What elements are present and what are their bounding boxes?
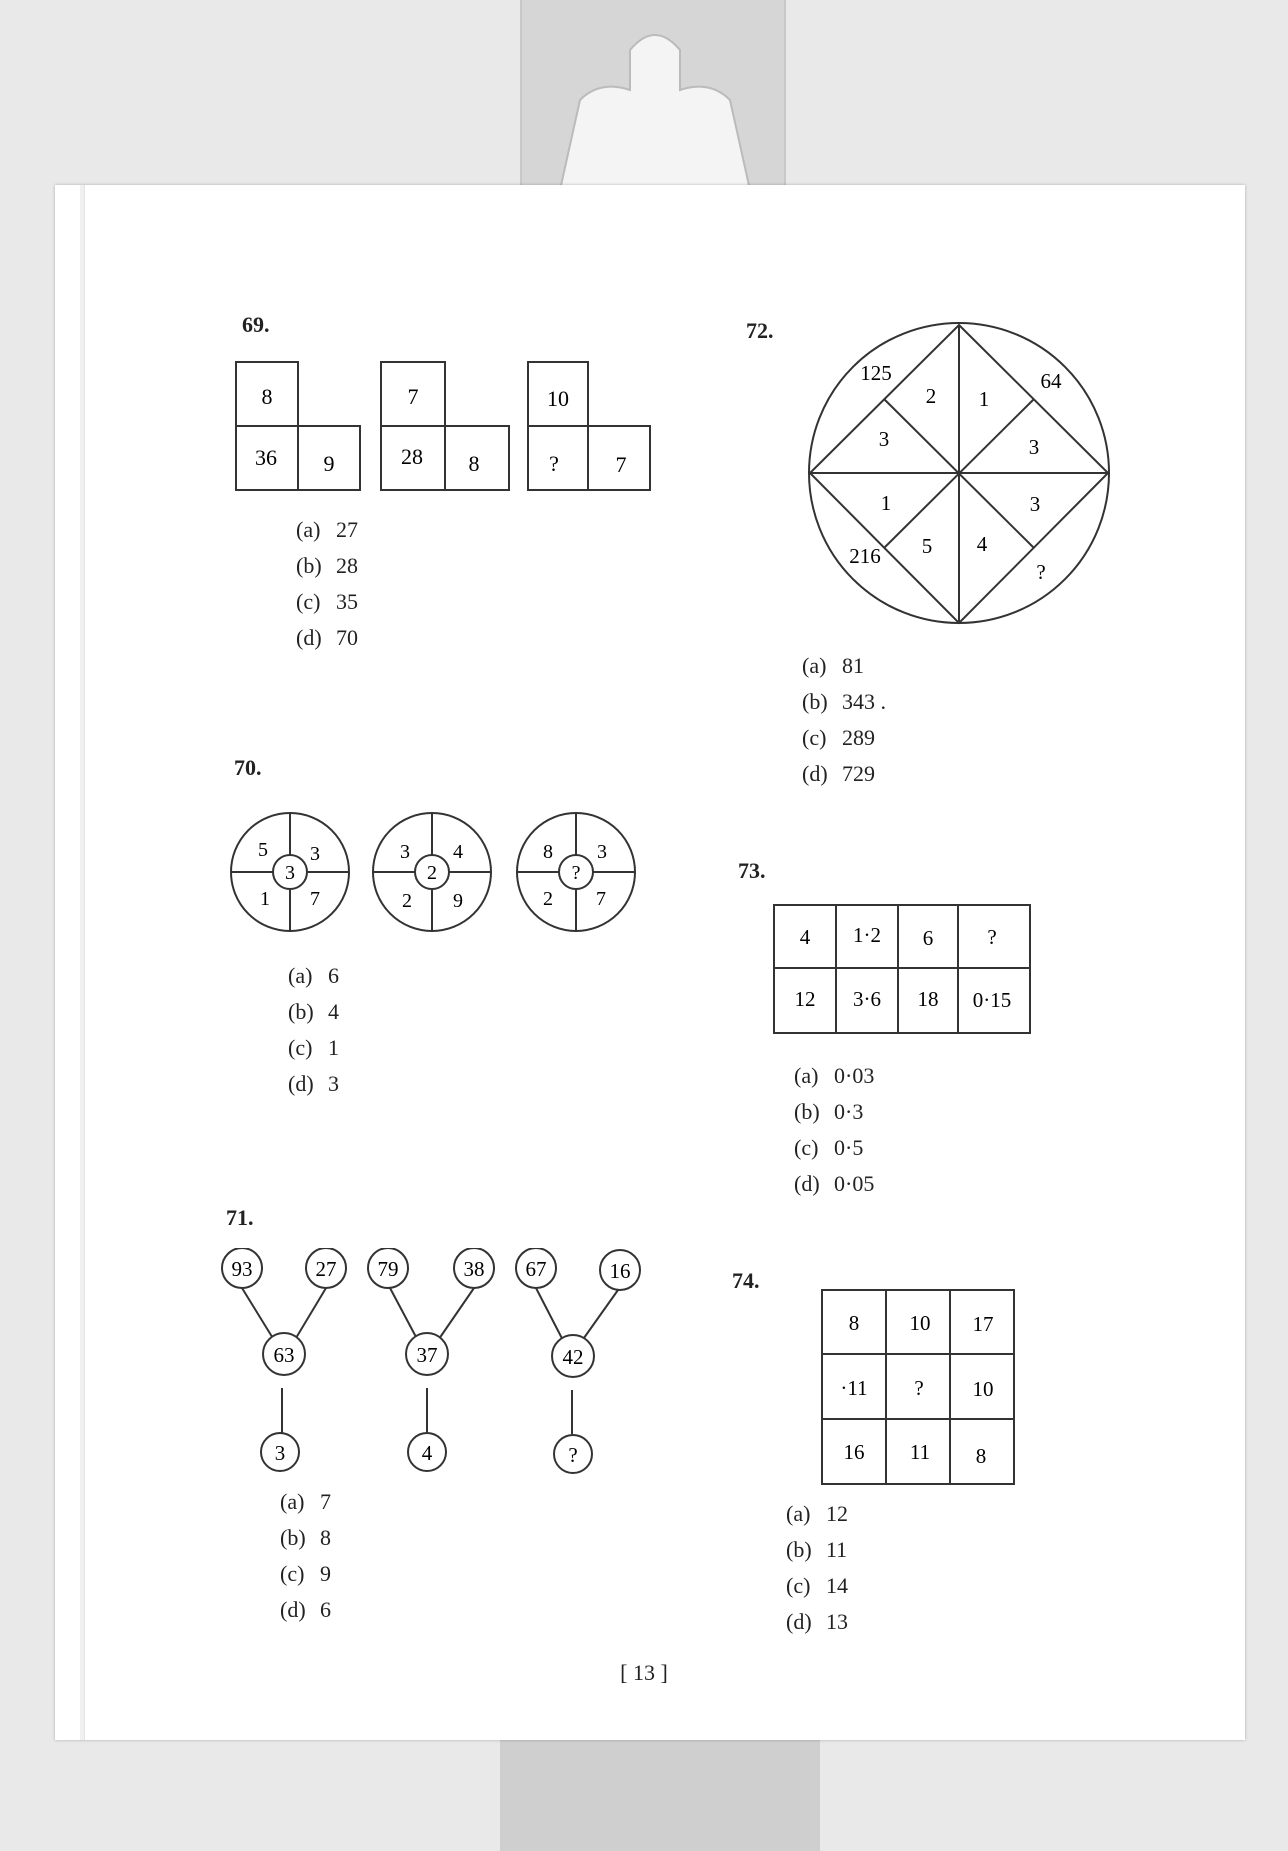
q70-c2-top-left: 3 [400,841,410,863]
q72-top-left-outer: 125 [860,361,892,385]
q71-t3-right: 16 [609,1259,631,1283]
option-a[interactable]: (a) 81 [802,653,864,678]
q70-options [288,958,339,1102]
q74-r3-c2: 11 [909,1440,931,1464]
q69-shape-1 [236,362,360,490]
q69-fig3-bottom-right: 7 [615,452,627,477]
option-b[interactable]: (b) 11 [786,1537,848,1562]
q71-figure [212,1248,642,1483]
q72-bottom-right-a: 3 [1029,492,1041,516]
option-a[interactable]: (a) 7 [280,1489,331,1514]
q70-c1-center: 3 [285,862,295,884]
q70-c1-bottom-right: 7 [310,888,320,910]
q74-r2-c1: ·11 [840,1376,868,1400]
q70-c1-top-left: 5 [258,839,268,861]
q73-r1-c3: 6 [922,926,934,950]
q71-t3-middle: 42 [562,1345,584,1369]
option-d[interactable]: (d) 6 [280,1597,331,1622]
q70-circle-1 [231,813,349,931]
q71-options [280,1484,331,1628]
q70-c3-bottom-right: 7 [596,888,606,910]
q72-top-right-outer: 64 [1040,369,1062,393]
q70-circle-2 [373,813,491,931]
q74-options [786,1496,848,1640]
q73-options [794,1058,874,1202]
q70-c2-bottom-left: 2 [402,890,412,912]
q69-shape-3 [528,362,650,490]
q69-fig2-top: 7 [407,384,419,409]
option-a[interactable]: (a) 6 [288,963,339,988]
option-c[interactable]: (c) 0·5 [794,1135,864,1160]
q72-bottom-right-outer: ? [1036,560,1046,584]
q70-c2-top-right: 4 [453,841,463,863]
q71-t1-left: 93 [231,1257,253,1281]
q70-c3-center: ? [571,862,581,884]
option-b[interactable]: (b) 4 [288,999,339,1024]
q70-c3-top-right: 3 [597,841,607,863]
option-b[interactable]: (b) 0·3 [794,1099,864,1124]
q72-options [802,648,886,792]
q72-figure [806,320,1112,626]
q69-fig1-bottom-right: 9 [323,451,335,476]
q73-r1-c2: 1·2 [853,923,881,947]
q71-t1-right: 27 [315,1257,337,1281]
q72-bottom-left-a: 1 [880,491,892,515]
question-number: 71. [226,1205,254,1230]
q74-r2-c2: ? [914,1376,924,1400]
q73-r2-c4: 0·15 [972,988,1012,1012]
option-d[interactable]: (d) 729 [802,761,875,786]
option-c[interactable]: (c) 35 [296,589,358,614]
q70-figure [226,810,646,940]
q72-bottom-left-outer: 216 [849,544,881,568]
q73-r1-c4: ? [987,925,997,949]
question-number: 70. [234,755,262,780]
q69-fig1-top: 8 [261,384,273,409]
q69-fig1-bottom-left: 36 [255,445,277,470]
option-c[interactable]: (c) 1 [288,1035,339,1060]
q71-t3-bottom: ? [568,1443,578,1467]
option-b[interactable]: (b) 8 [280,1525,331,1550]
option-d[interactable]: (d) 3 [288,1071,339,1096]
q70-circle-3 [517,813,635,931]
option-d[interactable]: (d) 13 [786,1609,848,1634]
q69-options [296,512,358,656]
q74-r3-c3: 8 [975,1444,987,1468]
q72-top-left-a: 2 [925,384,937,408]
q73-table [772,903,1034,1037]
q71-t2-right: 38 [463,1257,485,1281]
q73-r2-c2: 3·6 [853,987,881,1011]
q70-c2-bottom-right: 9 [453,890,463,912]
q70-c3-top-left: 8 [543,841,553,863]
q71-t2-left: 79 [377,1257,399,1281]
option-c[interactable]: (c) 14 [786,1573,848,1598]
option-d[interactable]: (d) 0·05 [794,1171,875,1196]
q70-c1-bottom-left: 1 [260,888,270,910]
scanner-clip-shape [560,30,750,190]
option-a[interactable]: (a) 0·03 [794,1063,875,1088]
q71-t1-bottom: 3 [274,1441,286,1465]
q73-r1-c1: 4 [799,925,811,949]
q74-grid [820,1288,1018,1486]
question-number: 74. [732,1268,760,1293]
option-c[interactable]: (c) 9 [280,1561,331,1586]
q69-fig3-bottom-left: ? [549,451,559,476]
q74-r2-c3: 10 [972,1377,994,1401]
q72-bottom-left-b: 5 [921,534,933,558]
q69-figure [230,360,670,495]
q71-t2-bottom: 4 [421,1441,433,1465]
option-a[interactable]: (a) 12 [786,1501,848,1526]
q71-t3-left: 67 [525,1257,547,1281]
q69-fig2-bottom-left: 28 [401,444,423,469]
q70-c3-bottom-left: 2 [543,888,553,910]
q71-tree-1 [222,1248,346,1471]
q72-top-right-a: 1 [978,387,990,411]
option-b[interactable]: (b) 28 [296,553,358,578]
q74-r1-c1: 8 [848,1311,860,1335]
q72-top-left-b: 3 [878,427,890,451]
q71-tree-3 [516,1248,640,1473]
q72-top-right-b: 3 [1028,435,1040,459]
page-binding-edge [80,185,85,1740]
q70-c1-top-right: 3 [310,843,320,865]
scanner-background-bottom [500,1740,820,1851]
option-a[interactable]: (a) 27 [296,517,358,542]
option-d[interactable]: (d) 70 [296,625,358,650]
page-number: [ 13 ] [620,1660,668,1685]
q73-r2-c3: 18 [917,987,939,1011]
q69-shape-2 [381,362,509,490]
q72-bottom-right-b: 4 [976,532,988,556]
option-c[interactable]: (c) 289 [802,725,875,750]
q71-t1-middle: 63 [273,1343,295,1367]
q69-fig3-top: 10 [547,386,569,411]
q69-fig2-bottom-right: 8 [468,451,480,476]
q74-r1-c2: 10 [909,1311,931,1335]
q73-r2-c1: 12 [794,987,816,1011]
question-number: 69. [242,312,270,337]
q74-r3-c1: 16 [843,1440,865,1464]
option-b[interactable]: (b) 343 . [802,689,886,714]
q74-r1-c3: 17 [972,1312,994,1336]
q71-t2-middle: 37 [416,1343,438,1367]
q70-c2-center: 2 [427,862,437,884]
question-number: 72. [746,318,774,343]
question-number: 73. [738,858,766,883]
q71-tree-2 [368,1248,494,1471]
